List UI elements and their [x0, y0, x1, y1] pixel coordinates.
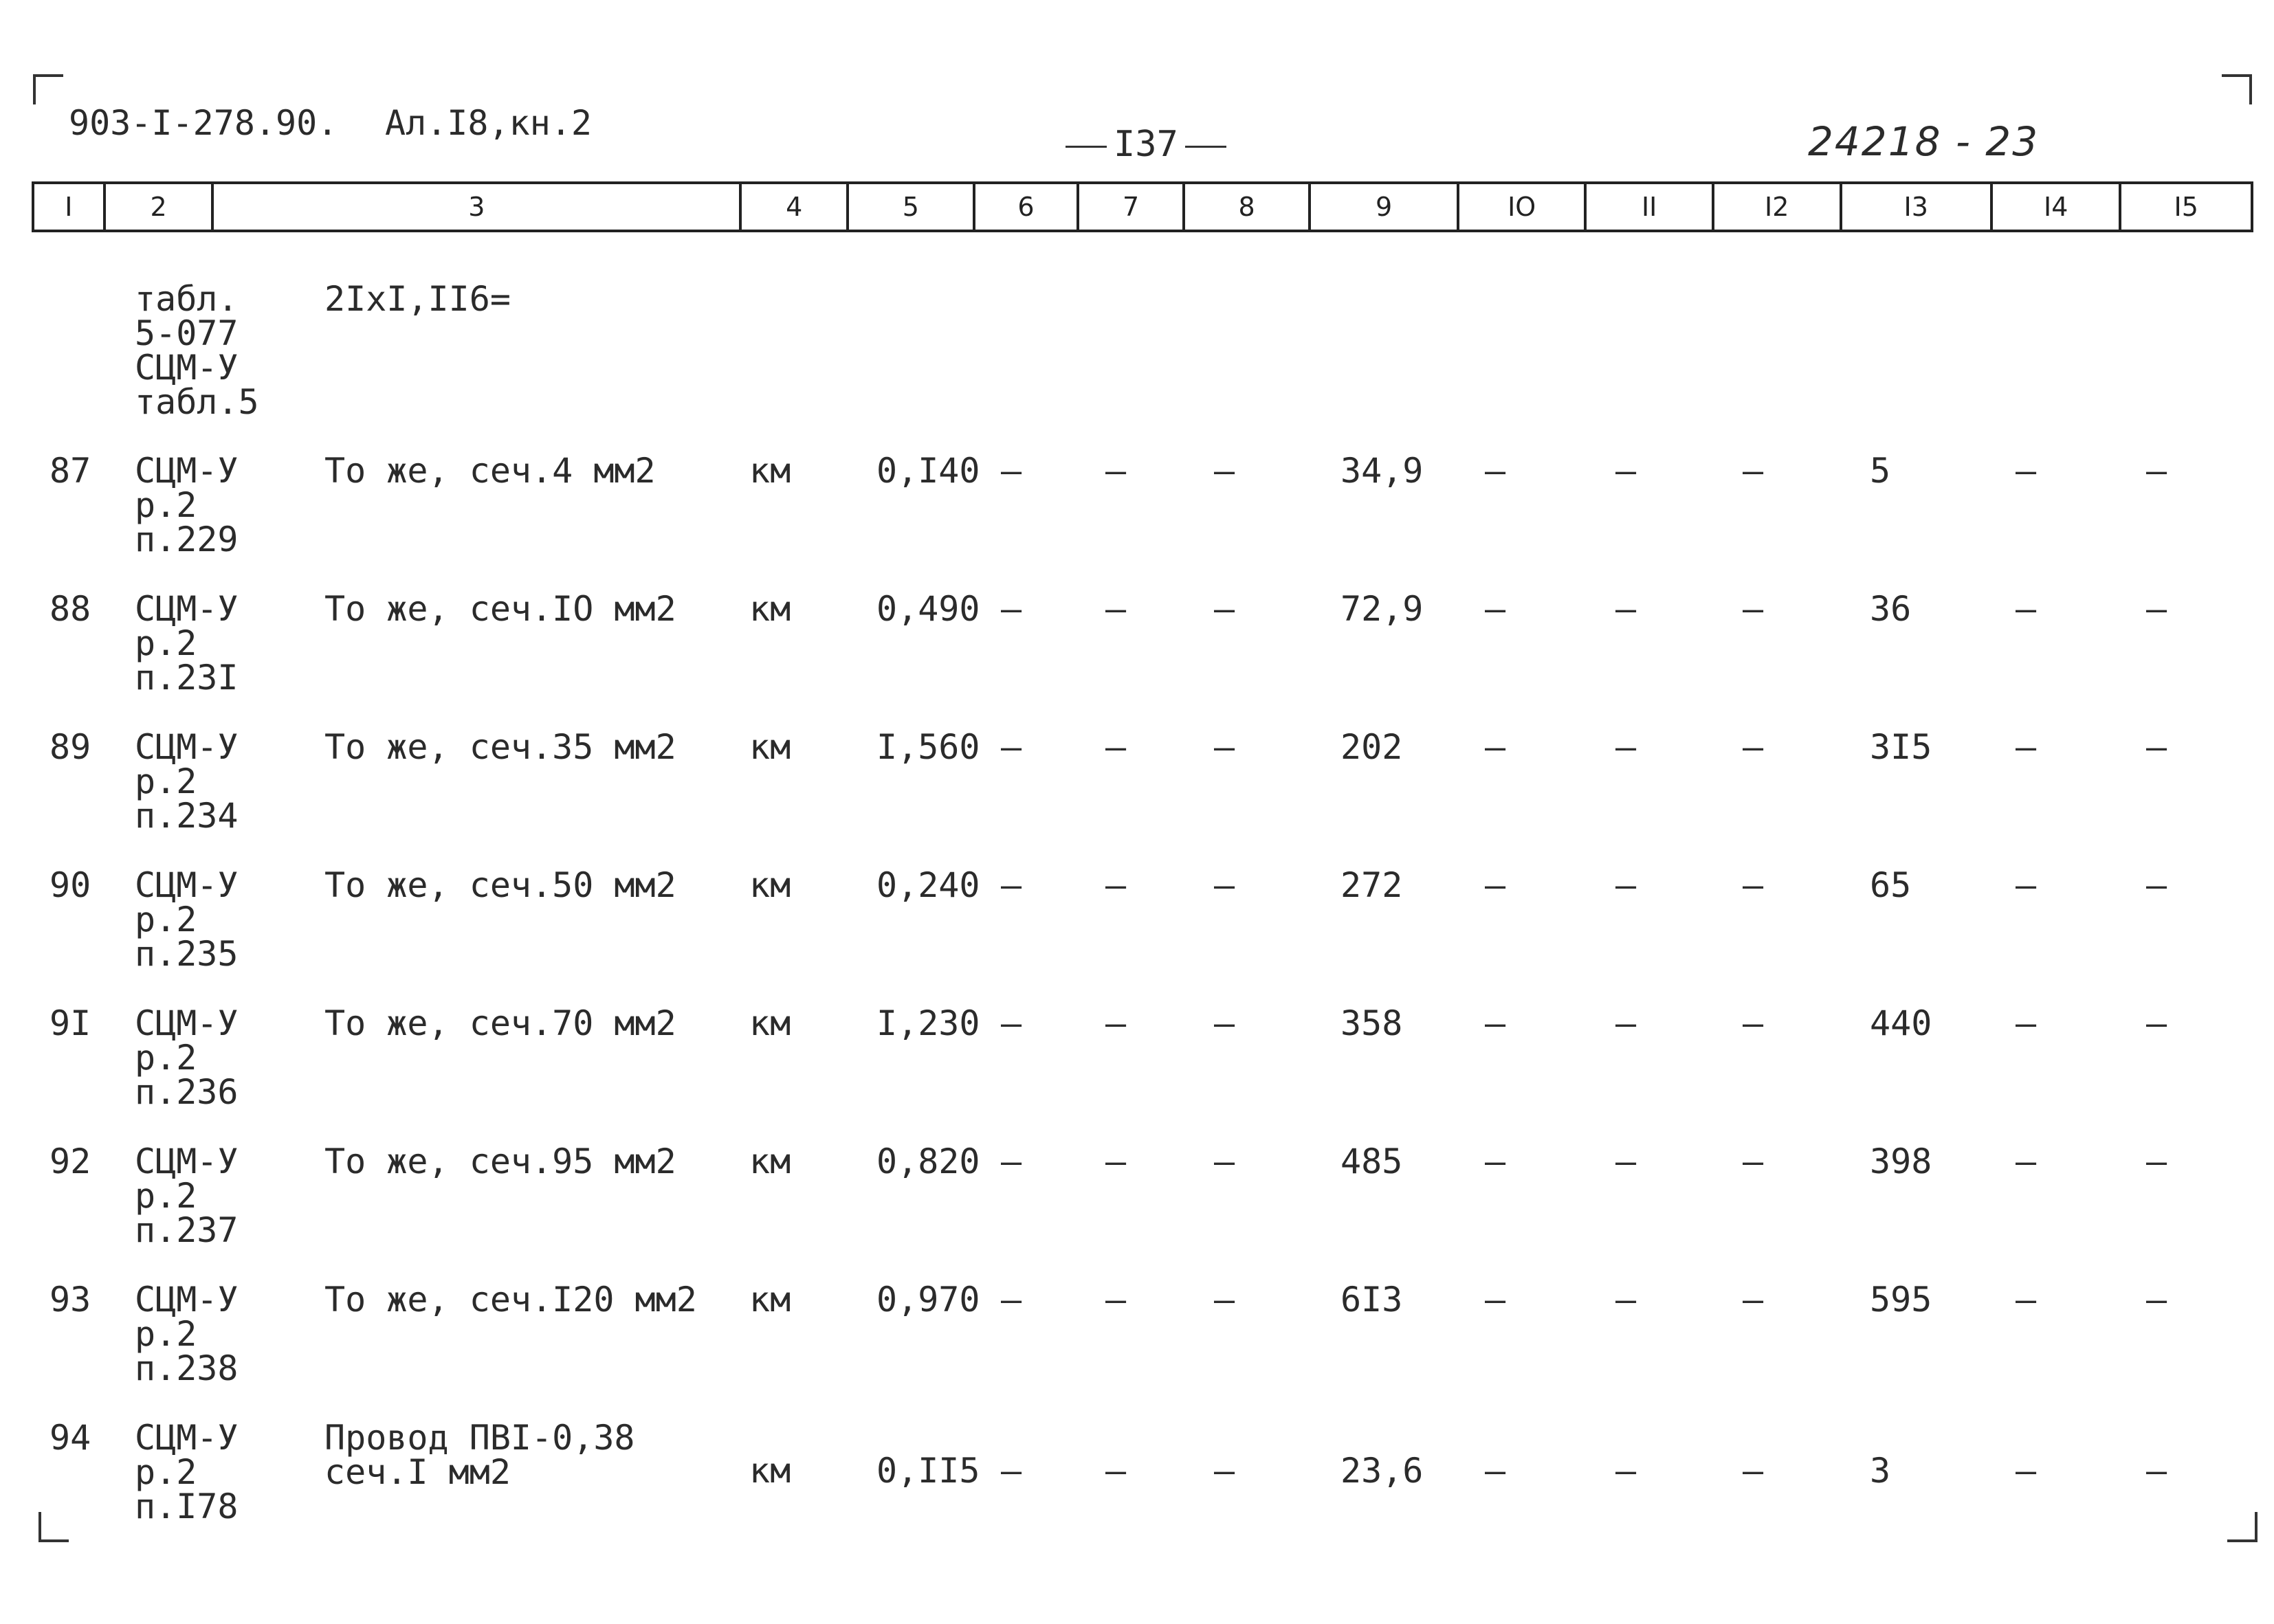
- cell-c7: –: [1105, 1142, 1127, 1181]
- cell-c8: –: [1214, 1280, 1235, 1320]
- unit: км: [749, 1003, 791, 1043]
- row-number: 88: [49, 589, 91, 629]
- cell-c11: –: [1615, 1280, 1637, 1320]
- unit: км: [749, 451, 791, 491]
- row-number: 94: [49, 1418, 91, 1458]
- quantity: 0,970: [876, 1280, 980, 1320]
- cell-c14: –: [2016, 589, 2037, 629]
- basis-reference: СЦМ-У р.2 п.I78: [135, 1418, 239, 1526]
- cell-c6: –: [1001, 451, 1022, 491]
- cell-c11: –: [1615, 1003, 1637, 1043]
- column-header-8: 8: [1185, 184, 1312, 230]
- cell-c8: –: [1214, 1142, 1235, 1181]
- column-header-2: 2: [106, 184, 214, 230]
- cell-c13: 398: [1870, 1142, 1932, 1181]
- cell-c10: –: [1485, 727, 1506, 767]
- cell-c10: –: [1485, 1142, 1506, 1181]
- corner-mark-top-right: [2222, 74, 2252, 104]
- column-header-12: I2: [1714, 184, 1842, 230]
- cell-c12: –: [1743, 1451, 1764, 1491]
- row-number: 93: [49, 1280, 91, 1320]
- corner-mark-bottom-left: [38, 1512, 69, 1542]
- cell-c15: –: [2146, 1003, 2167, 1043]
- cell-c11: –: [1615, 1451, 1637, 1491]
- unit: км: [749, 727, 791, 767]
- cell-c13: 5: [1870, 451, 1891, 491]
- unit: км: [749, 1142, 791, 1181]
- item-name: То же, сеч.I20 мм2: [324, 1280, 697, 1320]
- cell-c10: –: [1485, 589, 1506, 629]
- cell-c6: –: [1001, 1280, 1022, 1320]
- item-name: То же, сеч.IO мм2: [324, 589, 676, 629]
- row-number: 90: [49, 865, 91, 905]
- album-reference: Ал.I8,кн.2: [385, 103, 593, 143]
- cell-c8: –: [1214, 865, 1235, 905]
- cell-c14: –: [2016, 1280, 2037, 1320]
- quantity: I,230: [876, 1003, 980, 1043]
- row-number: 89: [49, 727, 91, 767]
- document-code: 903-I-278.90.: [69, 103, 338, 143]
- cell-c12: –: [1743, 1142, 1764, 1181]
- cell-c6: –: [1001, 1003, 1022, 1043]
- row-number: 87: [49, 451, 91, 491]
- quantity: 0,820: [876, 1142, 980, 1181]
- cell-c15: –: [2146, 865, 2167, 905]
- unit: км: [749, 865, 791, 905]
- cell-c7: –: [1105, 1003, 1127, 1043]
- basis-reference: СЦМ-У р.2 п.236: [135, 1003, 239, 1112]
- column-header-9: 9: [1311, 184, 1459, 230]
- unit: км: [749, 589, 791, 629]
- basis-reference: СЦМ-У р.2 п.229: [135, 451, 239, 559]
- cell-c13: 65: [1870, 865, 1912, 905]
- column-header-13: I3: [1842, 184, 1993, 230]
- quantity: 0,II5: [876, 1451, 980, 1491]
- cell-c11: –: [1615, 589, 1637, 629]
- cell-c12: –: [1743, 589, 1764, 629]
- cell-c14: –: [2016, 1142, 2037, 1181]
- cell-c6: –: [1001, 589, 1022, 629]
- cell-c9: 202: [1340, 727, 1403, 767]
- cell-c9: 272: [1340, 865, 1403, 905]
- cell-c8: –: [1214, 451, 1235, 491]
- quantity: 0,240: [876, 865, 980, 905]
- quantity: I,560: [876, 727, 980, 767]
- cell-c7: –: [1105, 865, 1127, 905]
- unit: км: [749, 1280, 791, 1320]
- column-header-4: 4: [742, 184, 849, 230]
- cell-c7: –: [1105, 451, 1127, 491]
- item-name: То же, сеч.35 мм2: [324, 727, 676, 767]
- cell-c11: –: [1615, 865, 1637, 905]
- cell-c6: –: [1001, 727, 1022, 767]
- cell-c14: –: [2016, 451, 2037, 491]
- cell-c13: 440: [1870, 1003, 1932, 1043]
- row-number: 92: [49, 1142, 91, 1181]
- cell-c14: –: [2016, 1003, 2037, 1043]
- cell-c9: 34,9: [1340, 451, 1424, 491]
- cell-c15: –: [2146, 1451, 2167, 1491]
- basis-reference: СЦМ-У р.2 п.23I: [135, 589, 239, 698]
- column-header-7: 7: [1079, 184, 1185, 230]
- row-number: 9I: [49, 1003, 91, 1043]
- item-name: То же, сеч.4 мм2: [324, 451, 656, 491]
- column-header-strip: [32, 181, 2253, 232]
- cell-c15: –: [2146, 1280, 2167, 1320]
- cell-c8: –: [1214, 1003, 1235, 1043]
- basis-reference: СЦМ-У р.2 п.234: [135, 727, 239, 836]
- cell-c6: –: [1001, 1142, 1022, 1181]
- cell-c10: –: [1485, 1451, 1506, 1491]
- quantity: 0,490: [876, 589, 980, 629]
- cell-c9: 358: [1340, 1003, 1403, 1043]
- cell-c7: –: [1105, 1280, 1127, 1320]
- page-number: [1059, 124, 1233, 165]
- cell-c13: 3: [1870, 1451, 1891, 1491]
- cell-c7: –: [1105, 589, 1127, 629]
- cell-c13: 3I5: [1870, 727, 1932, 767]
- unit: км: [749, 1451, 791, 1491]
- cell-c10: –: [1485, 1280, 1506, 1320]
- corner-mark-bottom-right: [2227, 1512, 2258, 1542]
- cell-c13: 595: [1870, 1280, 1932, 1320]
- cell-c10: –: [1485, 1003, 1506, 1043]
- cell-c12: –: [1743, 727, 1764, 767]
- cell-c11: –: [1615, 727, 1637, 767]
- column-header-11: II: [1587, 184, 1714, 230]
- cell-c11: –: [1615, 451, 1637, 491]
- column-header-6: 6: [975, 184, 1080, 230]
- cell-c7: –: [1105, 727, 1127, 767]
- cell-c14: –: [2016, 865, 2037, 905]
- cell-c7: –: [1105, 1451, 1127, 1491]
- basis-reference: СЦМ-У р.2 п.238: [135, 1280, 239, 1388]
- column-header-5: 5: [849, 184, 975, 230]
- cell-c11: –: [1615, 1142, 1637, 1181]
- cell-c8: –: [1214, 589, 1235, 629]
- cell-c12: –: [1743, 451, 1764, 491]
- page-number-text: I37: [1114, 124, 1178, 165]
- item-name: То же, сеч.95 мм2: [324, 1142, 676, 1181]
- cell-c9: 72,9: [1340, 589, 1424, 629]
- cell-c14: –: [2016, 1451, 2037, 1491]
- cell-c12: –: [1743, 865, 1764, 905]
- cell-c15: –: [2146, 727, 2167, 767]
- column-header-15: I5: [2174, 192, 2198, 222]
- cell-c9: 6I3: [1340, 1280, 1403, 1320]
- cell-c15: –: [2146, 589, 2167, 629]
- basis-reference: СЦМ-У р.2 п.235: [135, 865, 239, 974]
- formula: 2IxI,II6=: [324, 279, 511, 319]
- item-name: То же, сеч.50 мм2: [324, 865, 676, 905]
- basis-reference: табл. 5-077 СЦМ-У табл.5: [135, 279, 259, 422]
- column-header-1: I: [34, 184, 106, 230]
- item-name: То же, сеч.70 мм2: [324, 1003, 676, 1043]
- cell-c12: –: [1743, 1003, 1764, 1043]
- cell-c8: –: [1214, 727, 1235, 767]
- cell-c6: –: [1001, 1451, 1022, 1491]
- cell-c6: –: [1001, 865, 1022, 905]
- cell-c8: –: [1214, 1451, 1235, 1491]
- inventory-number: 24218 - 23: [1808, 118, 2040, 165]
- column-header-3: 3: [214, 184, 742, 230]
- cell-c9: 23,6: [1340, 1451, 1424, 1491]
- cell-c10: –: [1485, 451, 1506, 491]
- basis-reference: СЦМ-У р.2 п.237: [135, 1142, 239, 1250]
- cell-c10: –: [1485, 865, 1506, 905]
- cell-c14: –: [2016, 727, 2037, 767]
- cell-c12: –: [1743, 1280, 1764, 1320]
- corner-mark-top-left: [33, 74, 63, 104]
- column-header-14: I4: [1993, 184, 2122, 230]
- item-name: Провод ПВI-0,38 сеч.I мм2: [324, 1418, 635, 1492]
- column-header-10: IO: [1459, 184, 1587, 230]
- cell-c13: 36: [1870, 589, 1912, 629]
- cell-c9: 485: [1340, 1142, 1403, 1181]
- quantity: 0,I40: [876, 451, 980, 491]
- cell-c15: –: [2146, 1142, 2167, 1181]
- cell-c15: –: [2146, 451, 2167, 491]
